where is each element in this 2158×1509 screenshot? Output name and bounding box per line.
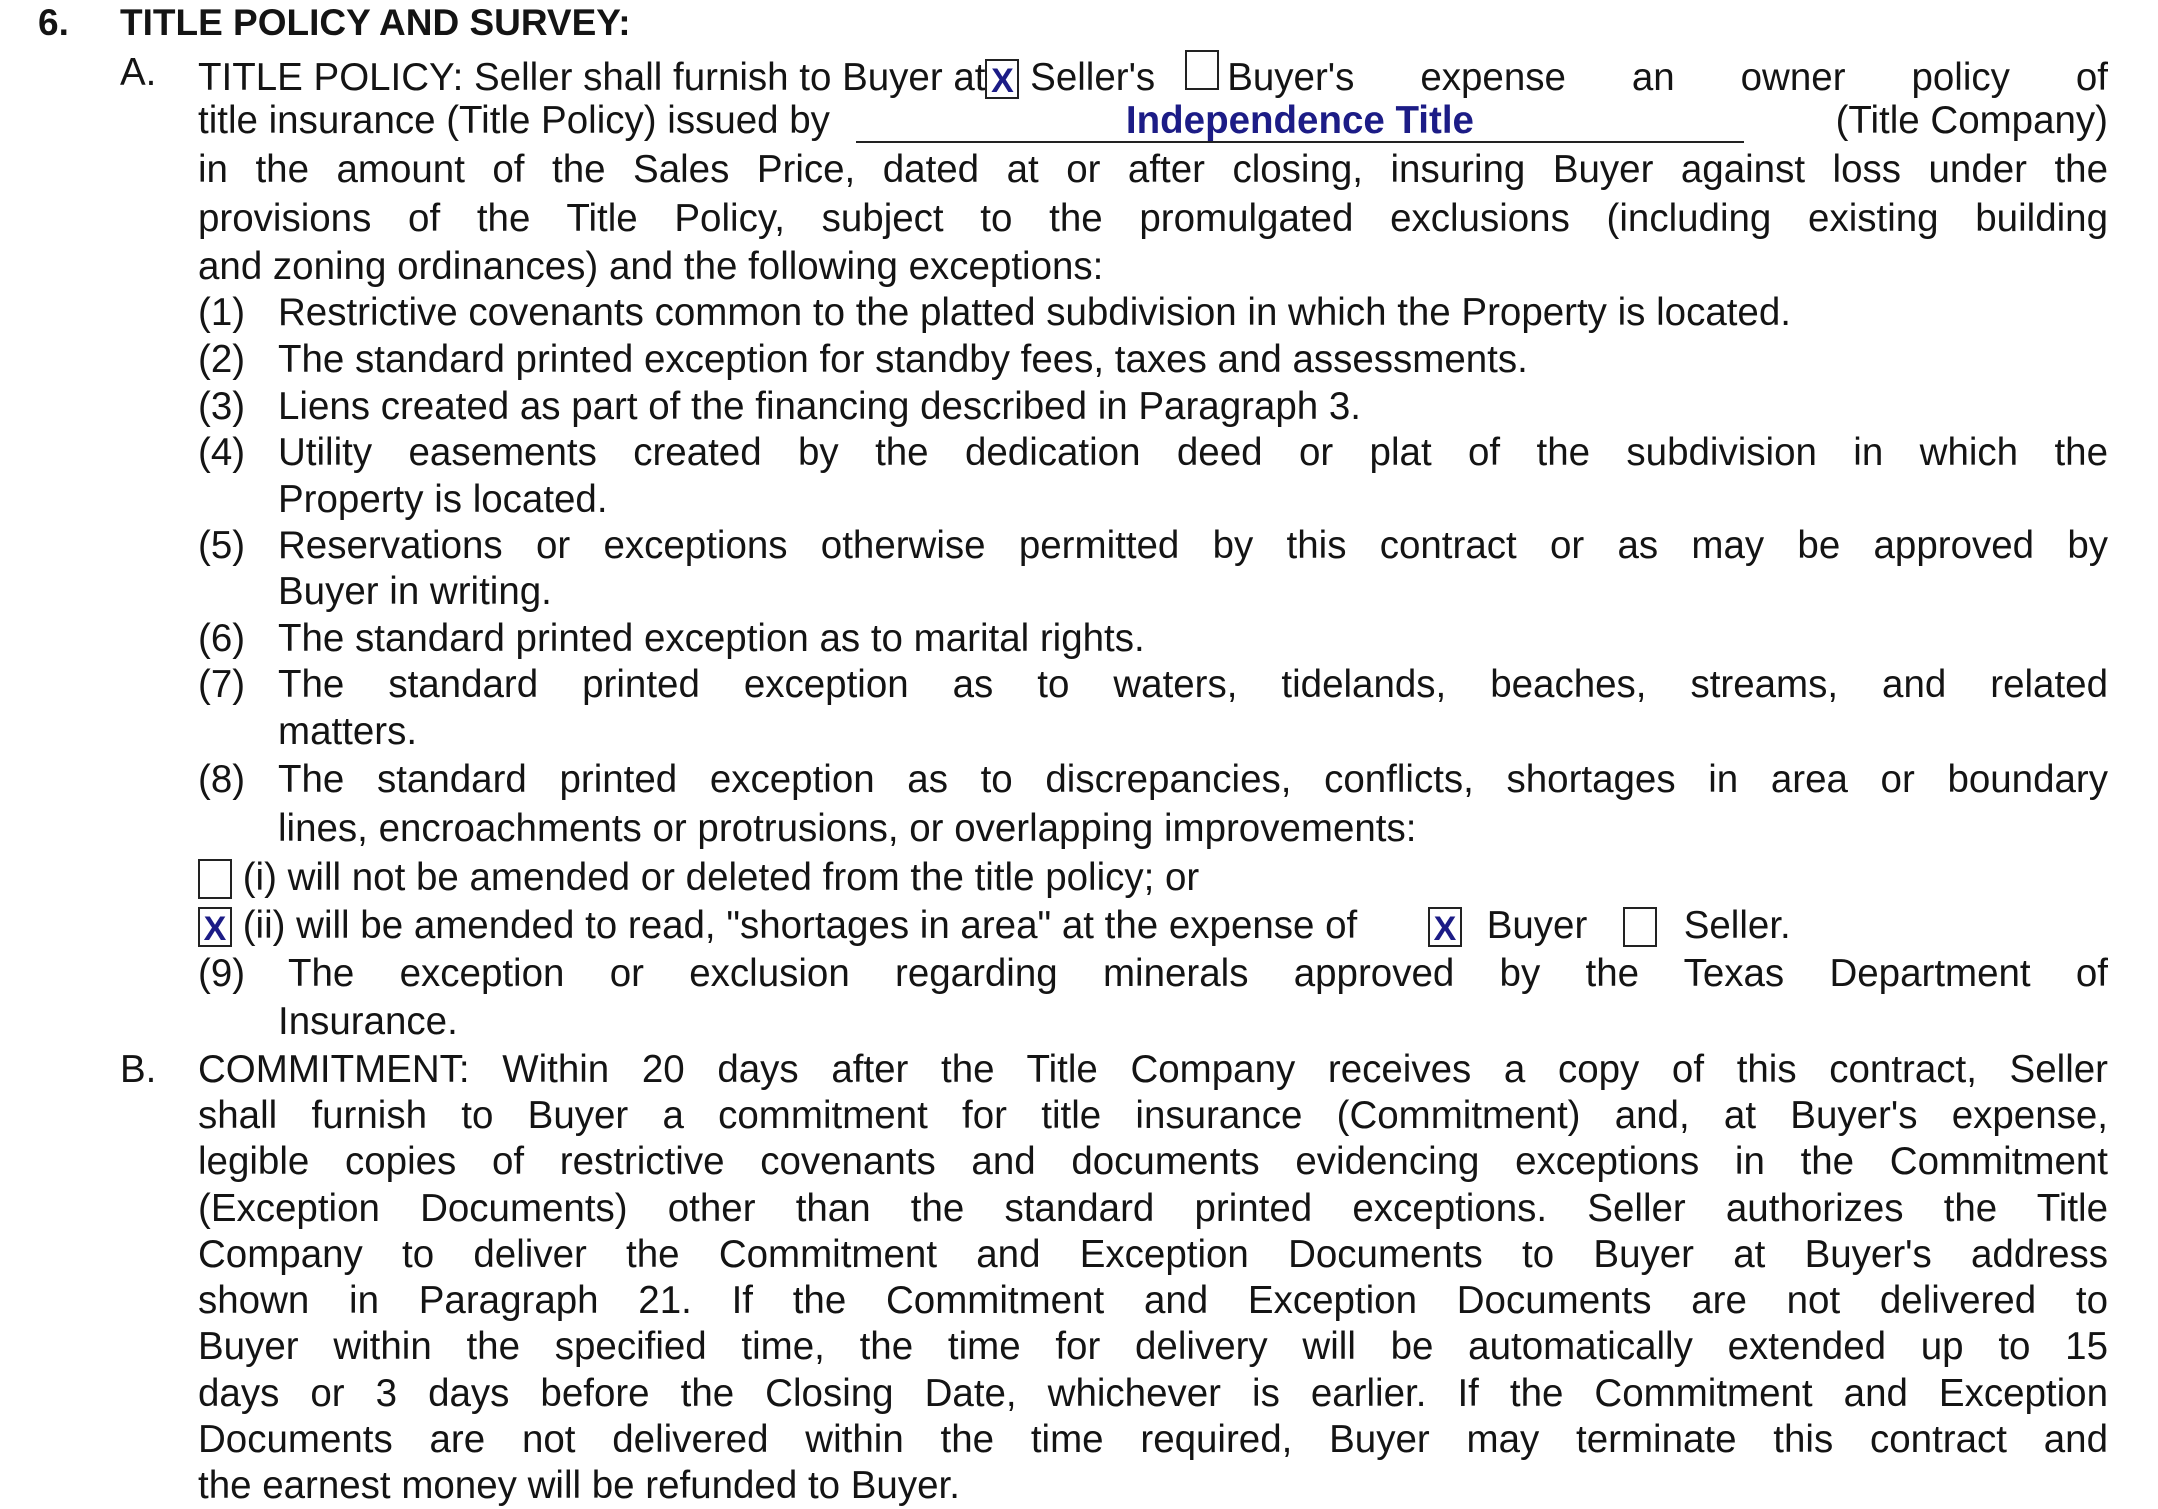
paragraph-a-line-5: and zoning ordinances) and the following exceptions: (198, 245, 1104, 288)
option-i-checkbox[interactable] (198, 859, 232, 899)
exception-text: Utility easements created by the dedication deed or plat of the subdivision in which the (278, 431, 2108, 474)
exception-number: (7) (198, 663, 246, 706)
paragraph-b-line: Documents are not delivered within the time required, Buyer may terminate this contract and (198, 1418, 2108, 1461)
exception-number: (4) (198, 431, 246, 474)
exception-text: Liens created as part of the financing described in Paragraph 3. (278, 385, 1361, 428)
exception-text: The standard printed exception as to discrepancies, conflicts, shortages in area or boundary (278, 758, 2108, 801)
paragraph-a-line-4: provisions of the Title Policy, subject to the promulgated exclusions (including existing building (198, 197, 2108, 240)
buyer-expense-checkbox[interactable] (1185, 50, 1219, 90)
paragraph-a-line-1-text: TITLE POLICY: Seller shall furnish to Buyer at (198, 56, 986, 99)
exception-text: The exception or exclusion regarding minerals approved by the Texas Department of (288, 952, 2108, 995)
paragraph-b-line: days or 3 days before the Closing Date, whichever is earlier. If the Commitment and Exception (198, 1372, 2108, 1415)
exception-text: Buyer in writing. (278, 570, 552, 613)
exception-number: (8) (198, 758, 246, 801)
exception-number: (6) (198, 617, 246, 660)
paragraph-b-line: COMMITMENT: Within 20 days after the Title Company receives a copy of this contract, Seller (198, 1048, 2108, 1091)
exception-number: (3) (198, 385, 246, 428)
title-company-field[interactable]: Independence Title (856, 101, 1744, 143)
option-ii-checkbox[interactable] (198, 907, 232, 947)
option-i-row (198, 855, 1199, 901)
paragraph-a-line-2 (198, 98, 2108, 144)
exception-text: Reservations or exceptions otherwise permitted by this contract or as may be approved by (278, 524, 2108, 567)
option-ii-seller-label: Seller. (1683, 904, 1791, 947)
option-ii-row (198, 903, 1357, 949)
exception-text: Property is located. (278, 478, 608, 521)
paragraph-b-line: legible copies of restrictive covenants and documents evidencing exceptions in the Commitment (198, 1140, 2108, 1183)
section-number: 6. (38, 2, 69, 43)
exception-text: lines, encroachments or protrusions, or overlapping improvements: (278, 807, 1417, 850)
seller-expense-checkbox[interactable] (985, 59, 1019, 99)
buyer-expense-label: Buyer's expense an owner policy of (1227, 56, 2108, 99)
paragraph-b-line: shall furnish to Buyer a commitment for title insurance (Commitment) and, at Buyer's expense, (198, 1094, 2108, 1137)
option-ii-seller-checkbox[interactable] (1623, 907, 1657, 947)
paragraph-a-letter: A. (120, 51, 157, 94)
option-ii-buyer-label: Buyer (1486, 904, 1588, 947)
exception-text: The standard printed exception as to marital rights. (278, 617, 1145, 660)
exception-text: Restrictive covenants common to the platted subdivision in which the Property is located. (278, 291, 1791, 334)
exception-number: (1) (198, 291, 246, 334)
paragraph-b-line: (Exception Documents) other than the standard printed exceptions. Seller authorizes the Title (198, 1187, 2108, 1230)
seller-expense-option (985, 55, 1155, 101)
exception-text: The standard printed exception for standby fees, taxes and assessments. (278, 338, 1528, 381)
exception-number: (2) (198, 338, 246, 381)
buyer-expense-option (1185, 50, 2108, 101)
issued-by-text: title insurance (Title Policy) issued by (198, 99, 830, 142)
exception-text: The standard printed exception as to waters, tidelands, beaches, streams, and related (278, 663, 2108, 706)
paragraph-a-line-1 (198, 50, 2108, 101)
option-i-text: (i) will not be amended or deleted from the title policy; or (242, 856, 1200, 899)
paragraph-b-line: shown in Paragraph 21. If the Commitment and Exception Documents are not delivered to (198, 1279, 2108, 1322)
paragraph-b-letter: B. (120, 1048, 157, 1091)
exception-number: (5) (198, 524, 246, 567)
exception-number: (9) (198, 952, 246, 995)
seller-expense-label: Seller's (1030, 56, 1156, 99)
title-company-label: (Title Company) (1835, 99, 2108, 142)
exception-text: matters. (278, 710, 418, 753)
exception-text: Insurance. (278, 1000, 458, 1043)
option-ii-seller-option (1623, 903, 1791, 949)
paragraph-b-line: the earnest money will be refunded to Buyer. (198, 1464, 960, 1507)
option-ii-buyer-checkbox[interactable] (1428, 907, 1462, 947)
paragraph-a-line-3: in the amount of the Sales Price, dated at or after closing, insuring Buyer against loss under the (198, 148, 2108, 191)
section-title: TITLE POLICY AND SURVEY: (120, 2, 631, 43)
paragraph-b-line: Buyer within the specified time, the time for delivery will be automatically extended up to 15 (198, 1325, 2108, 1368)
option-ii-buyer-option (1428, 903, 1587, 949)
option-ii-text: (ii) will be amended to read, "shortages in area" at the expense of (242, 904, 1358, 947)
paragraph-b-line: Company to deliver the Commitment and Exception Documents to Buyer at Buyer's address (198, 1233, 2108, 1276)
